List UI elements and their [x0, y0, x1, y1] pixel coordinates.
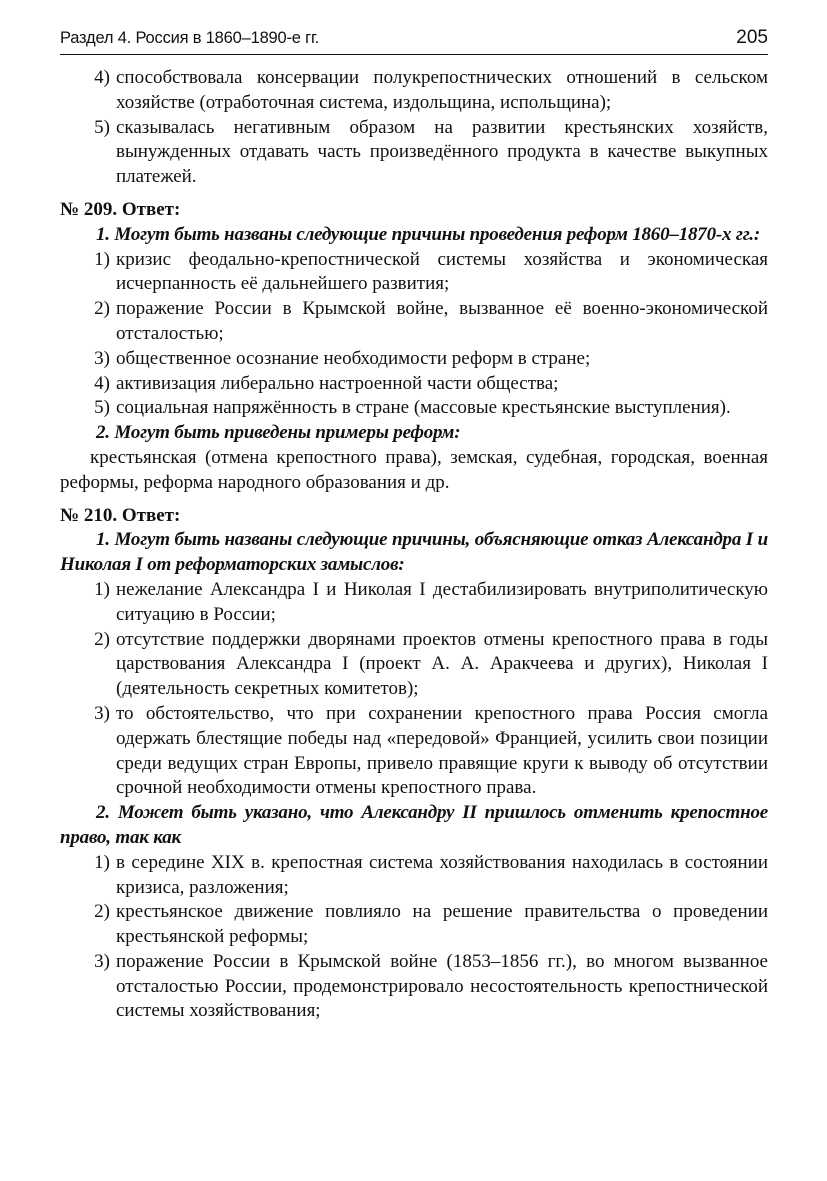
page-body — [60, 66, 768, 1024]
list-number: 1) — [94, 578, 110, 600]
list-text: в середине XIX в. крепостная система хозяйствования находилась в состоянии кризиса, разложения; — [116, 851, 768, 898]
list-item — [60, 396, 768, 421]
answer-209-title: № 209. Ответ: — [60, 198, 181, 220]
list-text: крестьянское движение повлияло на решение правительства о проведении крестьянской реформы; — [116, 901, 768, 948]
page-number: 205 — [736, 27, 768, 48]
list-number: 3) — [94, 950, 110, 972]
list-text: кризис феодально-крепостнической системы хозяйства и экономическая исчерпанность её дальнейшего развития; — [116, 248, 768, 295]
list-item — [60, 578, 768, 628]
list-number: 3) — [94, 347, 110, 369]
answer-210-part1-heading: 1. Могут быть названы следующие причины, объясняющие отказ Александра I и Николая I от реформаторских замыслов: — [60, 529, 768, 576]
answer-210-title: № 210. Ответ: — [60, 504, 181, 526]
list-number: 4) — [94, 67, 110, 88]
list-text: активизация либерально настроенной части общества; — [116, 372, 559, 394]
list-text: нежелание Александра I и Николая I дестабилизировать внутриполитическую ситуацию в России; — [116, 578, 768, 625]
list-text: то обстоятельство, что при сохранении крепостного права Россия смогла одержать блестящие победы над «передовой» Францией, усилить свои позиции среди ведущих стран Европы, привело правящие круги к выводу об отсутствии срочной необходимости отмены крепостного права. — [116, 702, 768, 799]
list-item — [60, 347, 768, 372]
answer-209-part1-heading: 1. Могут быть названы следующие причины проведения реформ 1860–1870-х гг.: — [96, 223, 760, 245]
list-number: 1) — [94, 248, 110, 270]
list-item — [60, 116, 768, 190]
list-text: социальная напряжённость в стране (массовые крестьянские выступления). — [116, 397, 731, 419]
answer-209-part2-text: крестьянская (отмена крепостного права), земская, судебная, городская, военная реформы, реформа народного образования и др. — [60, 446, 768, 493]
list-number: 1) — [94, 851, 110, 873]
list-number: 3) — [94, 702, 110, 724]
list-text: сказывалась негативным образом на развитии крестьянских хозяйств, вынужденных отдавать часть произведённого продукта в качестве выкупных платежей. — [116, 116, 768, 188]
list-number: 2) — [94, 298, 110, 320]
list-number: 4) — [94, 372, 110, 394]
list-text: общественное осознание необходимости реформ в стране; — [116, 347, 591, 369]
answer-209-part2-heading: 2. Могут быть приведены примеры реформ: — [96, 422, 461, 444]
list-number: 2) — [94, 901, 110, 923]
list-number: 2) — [94, 628, 110, 650]
list-number: 5) — [94, 116, 110, 138]
list-item — [60, 702, 768, 801]
list-item — [60, 297, 768, 347]
list-item — [60, 628, 768, 702]
list-item — [60, 851, 768, 901]
list-item — [60, 66, 768, 116]
list-text: поражение России в Крымской войне (1853–1856 гг.), во многом вызванное отсталостью России, продемонстрировало несостоятельность крепостнической системы хозяйствования; — [116, 950, 768, 1022]
section-title: Раздел 4. Россия в 1860–1890-е гг. — [60, 29, 320, 47]
list-item — [60, 372, 768, 397]
list-item — [60, 900, 768, 950]
list-item — [60, 950, 768, 1024]
answer-210-part2-heading: 2. Может быть указано, что Александру II пришлось отменить крепостное право, так как — [60, 802, 768, 848]
list-text: способствовала консервации полукрепостнических отношений в сельском хозяйстве (отработочная система, издольщина, испольщина); — [116, 67, 768, 113]
list-text: отсутствие поддержки дворянами проектов отмены крепостного права в годы царствования Александра I (проект А. А. Аракчеева и других), Николая I (деятельность секретных комитетов); — [116, 628, 768, 700]
list-item — [60, 248, 768, 298]
running-header — [60, 28, 768, 55]
list-text: поражение России в Крымской войне, вызванное её военно-экономической отсталостью; — [116, 298, 768, 344]
list-number: 5) — [94, 397, 110, 419]
